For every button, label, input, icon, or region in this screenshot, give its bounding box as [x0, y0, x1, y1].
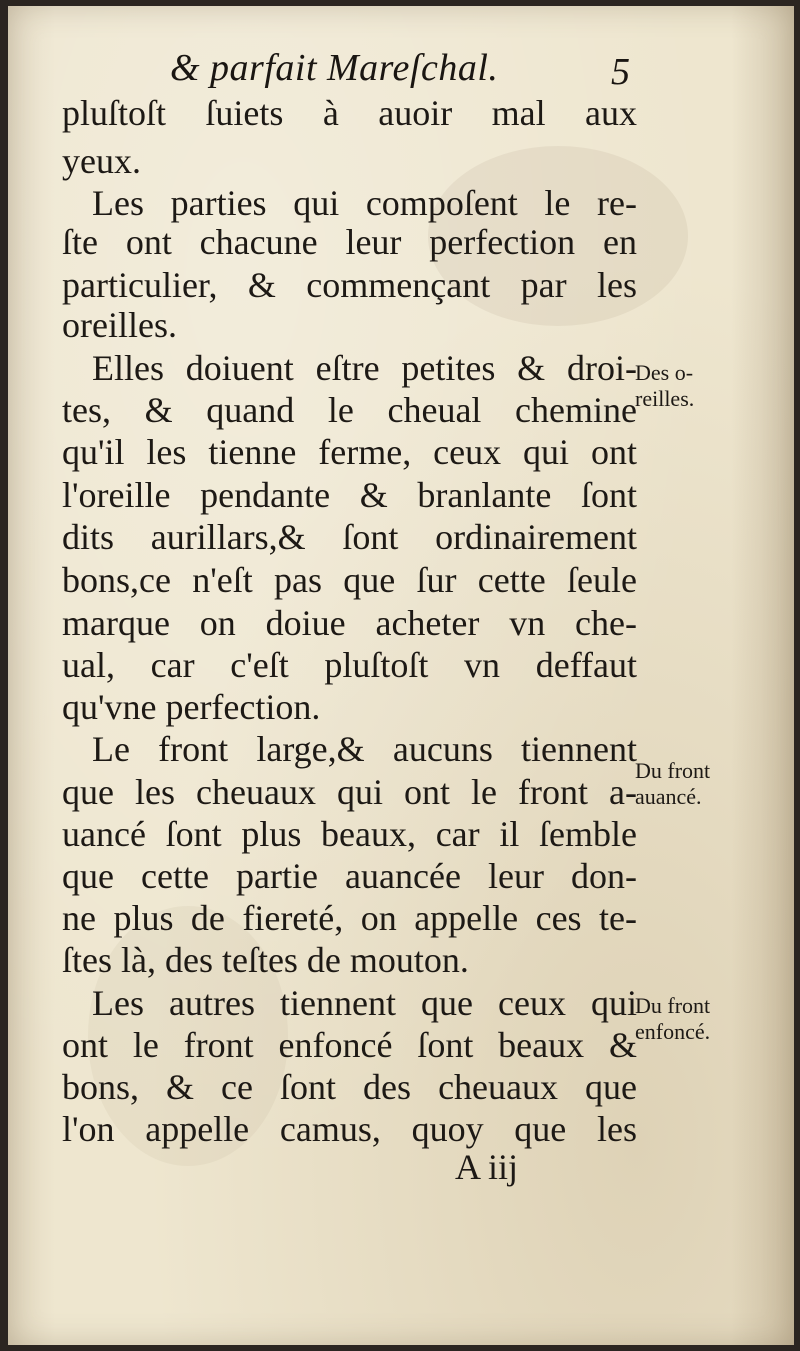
page-number: 5 — [611, 51, 630, 93]
text-line: qu'vne perfection. — [62, 687, 321, 727]
margin-note-line: enfoncé. — [635, 1019, 711, 1044]
margin-note-line: Des o- — [635, 360, 694, 385]
margin-note-front-enfonce — [635, 993, 755, 1045]
text-line: ſte ont chacune leur perfection en — [62, 222, 637, 262]
margin-note-line: Du front — [635, 993, 711, 1018]
text-line: uancé ſont plus beaux, car il ſemble — [62, 814, 637, 854]
text-line: Le front large,& aucuns tiennent — [92, 729, 637, 769]
margin-note-line: auancé. — [635, 784, 702, 809]
running-title: & parfait Mareſchal. — [170, 47, 499, 89]
text-line: Elles doiuent eſtre petites & droi- — [92, 348, 637, 388]
text-line: yeux. — [62, 141, 141, 181]
text-line: l'on appelle camus, quoy que les — [62, 1109, 637, 1149]
text-line: qu'il les tienne ferme, ceux qui ont — [62, 432, 637, 472]
text-line: bons,ce n'eſt pas que ſur cette ſeule — [62, 560, 637, 600]
text-line: tes, & quand le cheual chemine — [62, 390, 637, 430]
text-line: Les autres tiennent que ceux qui — [92, 983, 637, 1023]
catchword-signature: A iij — [455, 1147, 519, 1187]
page-header — [170, 40, 640, 93]
margin-note-line: Du front — [635, 758, 711, 783]
text-line: ſtes là, des teſtes de mouton. — [62, 940, 469, 980]
text-line: pluſtoſt ſuiets à auoir mal aux — [62, 93, 637, 133]
margin-note-line: reilles. — [635, 386, 695, 411]
text-line: particulier, & commençant par les — [62, 265, 637, 305]
text-line: Les parties qui compoſent le re- — [92, 183, 637, 223]
text-line: que cette partie auancée leur don- — [62, 856, 637, 896]
text-line: bons, & ce ſont des cheuaux que — [62, 1067, 637, 1107]
text-line: que les cheuaux qui ont le front a- — [62, 772, 637, 812]
text-line: ont le front enfoncé ſont beaux & — [62, 1025, 637, 1065]
text-line: ne plus de fiereté, on appelle ces te- — [62, 898, 637, 938]
text-line: l'oreille pendante & branlante ſont — [62, 475, 637, 515]
text-line: dits aurillars,& ſont ordinairement — [62, 517, 637, 557]
margin-note-front-auance — [635, 758, 755, 810]
text-line: oreilles. — [62, 305, 177, 345]
text-line: marque on doiue acheter vn che- — [62, 603, 637, 643]
margin-note-oreilles — [635, 360, 755, 412]
text-line: ual, car c'eſt pluſtoſt vn deffaut — [62, 645, 637, 685]
